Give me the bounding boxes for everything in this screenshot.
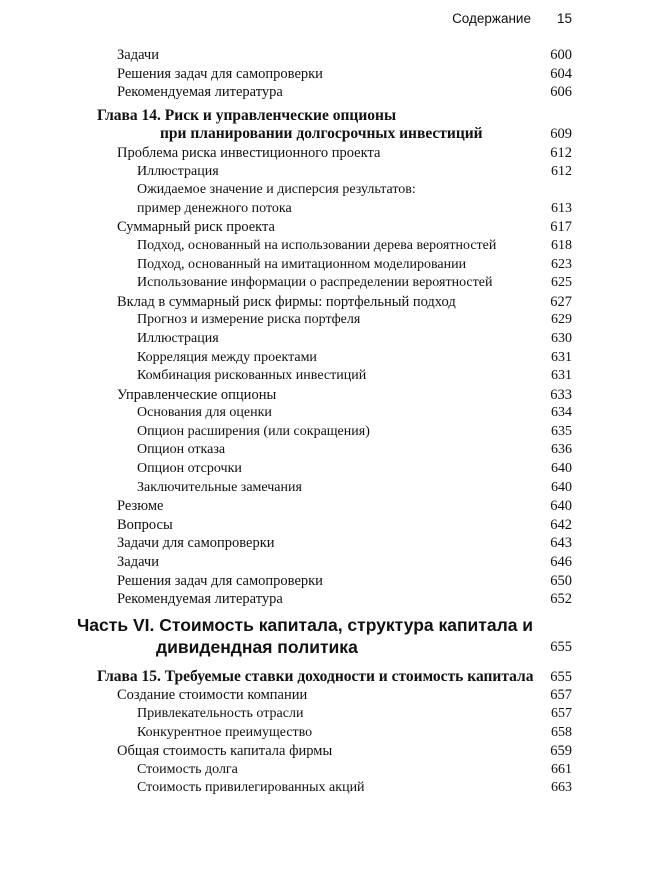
toc-entry-title: Рекомендуемая литература — [117, 84, 283, 101]
toc-entry-page: 625 — [551, 275, 572, 291]
toc-section — [0, 742, 670, 761]
toc-entry-page: 609 — [550, 126, 572, 143]
toc-section — [0, 516, 670, 535]
toc-chapter — [0, 125, 670, 144]
toc-part — [0, 614, 670, 636]
toc-subsection — [0, 367, 670, 386]
toc-entry-page: 606 — [550, 84, 572, 101]
toc-subsection — [0, 163, 670, 182]
toc-entry-page: 640 — [550, 498, 572, 515]
toc-subsection — [0, 330, 670, 349]
toc-entry-title: Корреляция между проектами — [137, 349, 317, 365]
table-of-contents — [0, 46, 670, 798]
page-number: 15 — [556, 11, 572, 26]
toc-entry-title: при планировании долгосрочных инвестиций — [160, 125, 483, 143]
toc-entry-page: 657 — [550, 687, 572, 704]
toc-entry-page: 630 — [551, 330, 572, 346]
toc-subsection — [0, 423, 670, 442]
toc-entry-title: Вклад в суммарный риск фирмы: портфельный подход — [117, 293, 456, 310]
toc-section — [0, 293, 670, 312]
toc-entry-page: 643 — [550, 535, 572, 552]
toc-entry-page: 640 — [551, 479, 572, 495]
toc-entry-page: 658 — [551, 724, 572, 740]
toc-entry-page: 618 — [551, 237, 572, 253]
toc-entry-title: Вопросы — [117, 516, 173, 533]
toc-subsection — [0, 705, 670, 724]
toc-entry-title: Задачи для самопроверки — [117, 535, 275, 552]
toc-entry-title: Управленческие опционы — [117, 386, 277, 403]
toc-entry-page: 631 — [551, 368, 572, 384]
toc-entry-title: Глава 15. Требуемые ставки доходности и стоимость капитала — [97, 667, 534, 685]
toc-section — [0, 218, 670, 237]
toc-spacer — [0, 658, 670, 668]
toc-entry-title: Комбинация рискованных инвестиций — [137, 368, 367, 384]
toc-entry-page: 640 — [551, 461, 572, 477]
toc-entry-title: Резюме — [117, 498, 164, 515]
toc-entry-title: пример денежного потока — [137, 200, 292, 216]
toc-entry-page: 636 — [551, 442, 572, 458]
toc-entry-page: 600 — [550, 47, 572, 63]
toc-subsection — [0, 404, 670, 423]
toc-section — [0, 553, 670, 572]
toc-entry-page: 659 — [550, 743, 572, 760]
toc-entry-page: 657 — [551, 706, 572, 721]
toc-entry-title: Решения задач для самопроверки — [117, 65, 323, 82]
toc-entry-title: Создание стоимости компании — [117, 687, 308, 704]
toc-entry-title: Основания для оценки — [137, 405, 272, 421]
toc-entry-page: 631 — [551, 349, 572, 365]
toc-entry-title: Иллюстрация — [137, 163, 219, 179]
toc-entry-title: Решения задач для самопроверки — [117, 572, 323, 589]
toc-entry-title: Задачи — [117, 47, 159, 63]
toc-section — [0, 46, 670, 65]
section-title: Содержание — [452, 11, 531, 26]
toc-subsection — [0, 460, 670, 479]
toc-entry-title: Использование информации о распределении вероятностей — [137, 275, 493, 291]
toc-subsection — [0, 779, 670, 798]
toc-subsection — [0, 237, 670, 256]
toc-entry-page: 661 — [551, 761, 572, 777]
toc-subsection — [0, 724, 670, 743]
toc-section — [0, 386, 670, 405]
toc-entry-title: Часть VI. Стоимость капитала, структура капитала и — [77, 614, 534, 635]
toc-entry-page: 646 — [550, 554, 572, 571]
toc-subsection — [0, 349, 670, 368]
toc-entry-title: Опцион отсрочки — [137, 461, 242, 477]
toc-section — [0, 572, 670, 591]
toc-entry-title: Иллюстрация — [137, 330, 219, 346]
toc-chapter — [0, 668, 670, 687]
toc-section — [0, 590, 670, 609]
toc-entry-title: Конкурентное преимущество — [137, 724, 313, 740]
toc-section — [0, 534, 670, 553]
toc-entry-page: 642 — [550, 516, 572, 533]
toc-entry-page: 612 — [550, 144, 572, 161]
toc-section — [0, 497, 670, 516]
toc-entry-page: 663 — [551, 780, 572, 796]
toc-subsection — [0, 256, 670, 275]
toc-entry-page: 623 — [551, 256, 572, 272]
toc-entry-page: 627 — [550, 293, 572, 310]
toc-entry-page: 604 — [550, 65, 572, 82]
toc-entry-page: 633 — [550, 386, 572, 403]
toc-entry-title: Привлекательность отрасли — [137, 706, 304, 721]
toc-entry-title: Прогноз и измерение риска портфеля — [137, 312, 361, 328]
toc-subsection — [0, 274, 670, 293]
toc-entry-title: Подход, основанный на имитационном моделировании — [137, 256, 467, 272]
toc-entry-title: Общая стоимость капитала фирмы — [117, 743, 333, 760]
toc-subsection — [0, 200, 670, 219]
toc-entry-page: 650 — [550, 572, 572, 589]
toc-entry-title: Глава 14. Риск и управленческие опционы — [97, 106, 397, 124]
toc-entry-title: Опцион расширения (или сокращения) — [137, 423, 370, 439]
toc-subsection — [0, 479, 670, 498]
running-head — [0, 11, 572, 26]
toc-entry-page: 655 — [550, 668, 572, 685]
toc-entry-page: 629 — [551, 312, 572, 328]
toc-entry-page: 652 — [550, 591, 572, 608]
toc-entry-title: Задачи — [117, 554, 159, 571]
toc-entry-title: Опцион отказа — [137, 442, 226, 458]
toc-entry-title: Стоимость привилегированных акций — [137, 780, 365, 796]
toc-entry-title: Рекомендуемая литература — [117, 591, 283, 608]
toc-entry-title: Ожидаемое значение и дисперсия результатов: — [137, 182, 416, 198]
toc-subsection — [0, 761, 670, 780]
toc-section — [0, 65, 670, 84]
toc-chapter — [0, 107, 670, 126]
toc-entry-page: 612 — [551, 163, 572, 179]
toc-part — [0, 636, 670, 658]
toc-subsection — [0, 311, 670, 330]
toc-entry-title: Подход, основанный на использовании дерева вероятностей — [137, 237, 497, 253]
toc-subsection — [0, 441, 670, 460]
toc-section — [0, 83, 670, 102]
toc-entry-title: Заключительные замечания — [137, 479, 302, 495]
toc-entry-title: Проблема риска инвестиционного проекта — [117, 144, 381, 161]
toc-section — [0, 686, 670, 705]
toc-entry-page: 635 — [551, 423, 572, 439]
toc-entry-page: 613 — [551, 200, 572, 216]
toc-subsection — [0, 181, 670, 200]
toc-entry-page: 617 — [550, 219, 572, 236]
toc-entry-page: 634 — [551, 405, 572, 421]
toc-entry-title: дивидендная политика — [156, 636, 358, 657]
toc-entry-title: Суммарный риск проекта — [117, 219, 275, 236]
toc-entry-page: 655 — [550, 638, 572, 655]
toc-entry-title: Стоимость долга — [137, 761, 238, 777]
toc-section — [0, 144, 670, 163]
